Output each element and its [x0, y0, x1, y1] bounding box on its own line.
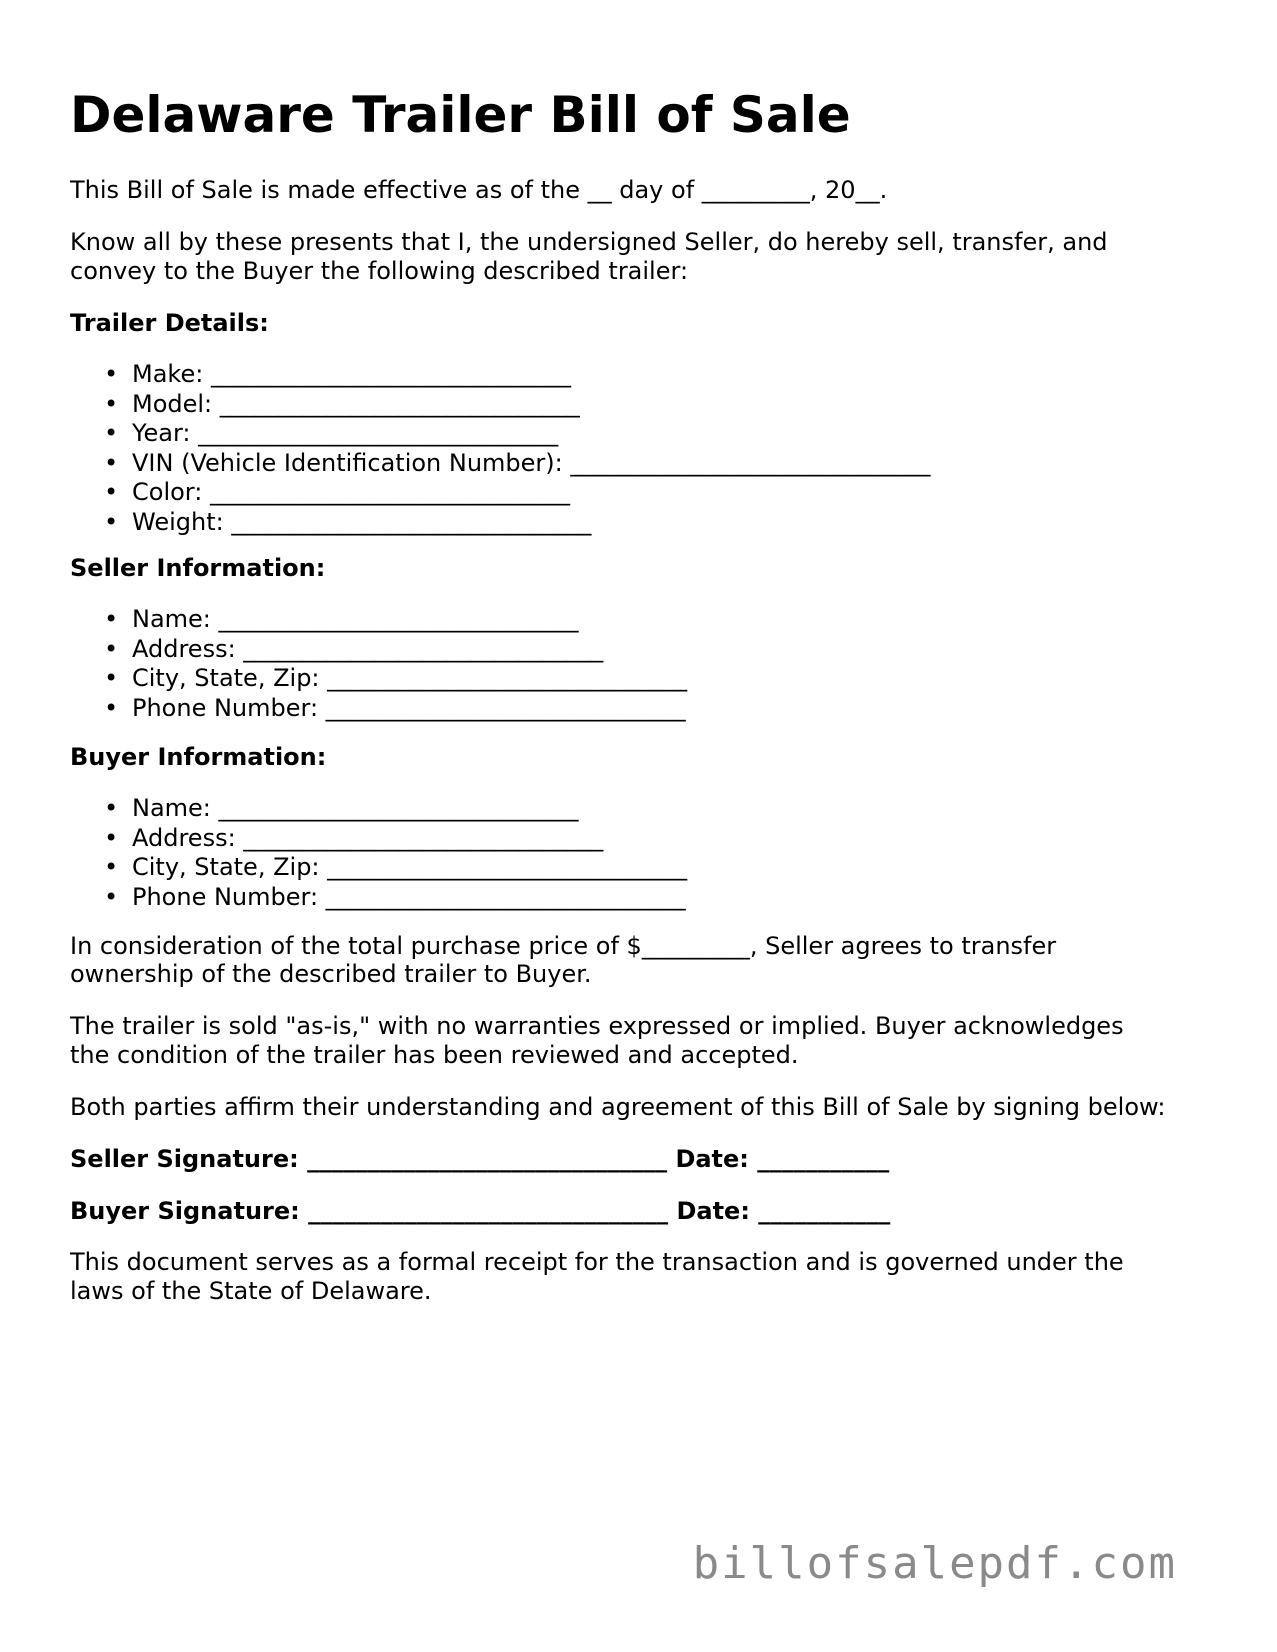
seller-signature-line: Seller Signature: ______________________________ Date: ___________: [70, 1145, 890, 1173]
trailer-color-field: • Color: ______________________________: [70, 478, 930, 508]
seller-phone-field: • Phone Number: ______________________________: [70, 694, 687, 724]
seller-city-state-zip-field: • City, State, Zip: ______________________________: [70, 664, 687, 694]
closing-line-1: This document serves as a formal receipt for the transaction and is governed under the: [70, 1248, 1124, 1276]
trailer-year-field: • Year: ______________________________: [70, 419, 930, 449]
seller-name-field: • Name: ______________________________: [70, 605, 687, 635]
buyer-phone-field: • Phone Number: ______________________________: [70, 883, 687, 913]
seller-information-heading: Seller Information:: [70, 554, 326, 582]
trailer-make-field: • Make: ______________________________: [70, 360, 930, 390]
buyer-signature-line: Buyer Signature: ______________________________ Date: ___________: [70, 1197, 891, 1225]
buyer-information-heading: Buyer Information:: [70, 743, 327, 771]
document-title: Delaware Trailer Bill of Sale: [70, 86, 851, 144]
seller-address-field: • Address: ______________________________: [70, 635, 687, 665]
trailer-details-heading: Trailer Details:: [70, 309, 269, 337]
trailer-model-field: • Model: ______________________________: [70, 390, 930, 420]
trailer-weight-field: • Weight: ______________________________: [70, 508, 930, 538]
intro-line-2: convey to the Buyer the following described trailer:: [70, 257, 689, 285]
consideration-line-2: ownership of the described trailer to Buyer.: [70, 960, 592, 988]
site-watermark: billofsalepdf.com: [692, 1538, 1177, 1589]
as-is-line-2: the condition of the trailer has been reviewed and accepted.: [70, 1041, 799, 1069]
affirmation-clause: Both parties affirm their understanding and agreement of this Bill of Sale by signing below:: [70, 1093, 1166, 1121]
effective-date-clause: This Bill of Sale is made effective as of the __ day of _________, 20__.: [70, 176, 888, 204]
seller-information-list: [70, 605, 687, 723]
trailer-vin-field: • VIN (Vehicle Identification Number): ______________________________: [70, 449, 930, 479]
buyer-address-field: • Address: ______________________________: [70, 824, 687, 854]
buyer-city-state-zip-field: • City, State, Zip: ______________________________: [70, 853, 687, 883]
trailer-details-list: [70, 360, 930, 537]
intro-line-1: Know all by these presents that I, the undersigned Seller, do hereby sell, transfer, and: [70, 228, 1108, 256]
buyer-information-list: [70, 794, 687, 912]
closing-line-2: laws of the State of Delaware.: [70, 1277, 432, 1305]
as-is-line-1: The trailer is sold "as-is," with no warranties expressed or implied. Buyer acknowledges: [70, 1012, 1124, 1040]
buyer-name-field: • Name: ______________________________: [70, 794, 687, 824]
consideration-line-1: In consideration of the total purchase price of $_________, Seller agrees to transfer: [70, 932, 1057, 960]
